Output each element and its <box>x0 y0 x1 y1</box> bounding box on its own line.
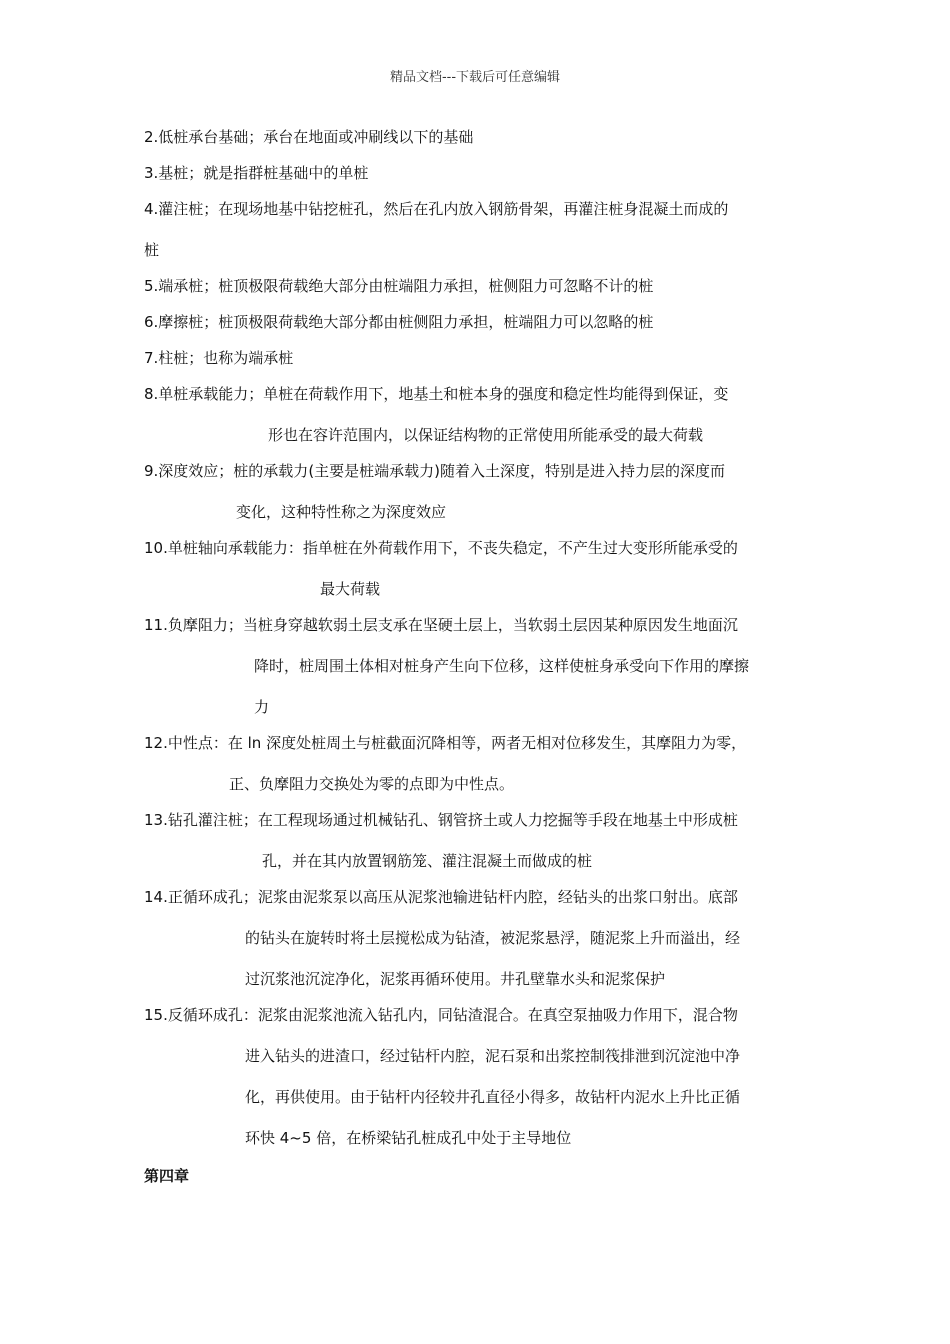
entry-14-line-3: 过沉浆池沉淀净化，泥浆再循环使用。井孔壁靠水头和泥浆保护 <box>245 970 666 988</box>
entry-10-line-2: 最大荷载 <box>320 580 381 598</box>
entry-6-line-1: 6.摩擦桩；桩顶极限荷载绝大部分都由桩侧阻力承担，桩端阻力可以忽略的桩 <box>144 313 654 331</box>
entry-8-line-1: 8.单桩承载能力；单桩在荷载作用下，地基土和桩本身的强度和稳定性均能得到保证，变 <box>144 385 729 403</box>
entry-9-line-2: 变化，这种特性称之为深度效应 <box>236 503 447 521</box>
entry-11-line-1: 11.负摩阻力；当桩身穿越软弱土层支承在坚硬土层上，当软弱土层因某种原因发生地面沉 <box>144 616 738 634</box>
entry-15-line-1: 15.反循环成孔：泥浆由泥浆池流入钻孔内，同钻渣混合。在真空泵抽吸力作用下，混合物 <box>144 1006 738 1024</box>
entry-12-line-1: 12.中性点：在 ln 深度处桩周土与桩截面沉降相等，两者无相对位移发生，其摩阻力为零， <box>144 734 747 752</box>
entry-15-line-2: 进入钻头的进渣口，经过钻杆内腔，泥石泵和出浆控制筏排泄到沉淀池中净 <box>245 1047 741 1065</box>
entry-12-line-2: 正、负摩阻力交换处为零的点即为中性点。 <box>229 775 515 793</box>
entry-8-line-2: 形也在容许范围内，以保证结构物的正常使用所能承受的最大荷载 <box>268 426 704 444</box>
entry-4-line-2: 桩 <box>144 241 160 259</box>
entry-10-line-1: 10.单桩轴向承载能力：指单桩在外荷载作用下，不丧失稳定，不产生过大变形所能承受的 <box>144 539 738 557</box>
entry-4-line-1: 4.灌注桩；在现场地基中钻挖桩孔，然后在孔内放入钢筋骨架，再灌注桩身混凝土而成的 <box>144 200 729 218</box>
entry-7-line-1: 7.柱桩；也称为端承桩 <box>144 349 294 367</box>
entry-15-line-3: 化，再供使用。由于钻杆内径较井孔直径小得多，故钻杆内泥水上升比正循 <box>245 1088 741 1106</box>
entry-3-line-1: 3.基桩；就是指群桩基础中的单桩 <box>144 164 369 182</box>
entry-13-line-1: 13.钻孔灌注桩；在工程现场通过机械钻孔、钢管挤土或人力挖掘等手段在地基土中形成桩 <box>144 811 738 829</box>
entry-5-line-1: 5.端承桩；桩顶极限荷载绝大部分由桩端阻力承担，桩侧阻力可忽略不计的桩 <box>144 277 654 295</box>
entry-9-line-1: 9.深度效应；桩的承载力(主要是桩端承载力)随着入土深度，特别是进入持力层的深度而 <box>144 462 726 480</box>
entry-15-line-4: 环快 4~5 倍，在桥梁钻孔桩成孔中处于主导地位 <box>245 1129 572 1147</box>
entry-11-line-3: 力 <box>254 698 270 716</box>
entry-13-line-2: 孔，并在其内放置钢筋笼、灌注混凝土而做成的桩 <box>262 852 593 870</box>
page-header: 精品文档---下载后可任意编辑 <box>389 70 561 85</box>
section-heading: 第四章 <box>144 1167 190 1185</box>
entry-14-line-1: 14.正循环成孔；泥浆由泥浆泵以高压从泥浆池输进钻杆内腔，经钻头的出浆口射出。底部 <box>144 888 738 906</box>
entry-2-line-1: 2.低桩承台基础；承台在地面或冲刷线以下的基础 <box>144 128 474 146</box>
entry-14-line-2: 的钻头在旋转时将土层搅松成为钻渣，被泥浆悬浮，随泥浆上升而溢出，经 <box>245 929 741 947</box>
entry-11-line-2: 降时，桩周围土体相对桩身产生向下位移，这样使桩身承受向下作用的摩擦 <box>254 657 750 675</box>
